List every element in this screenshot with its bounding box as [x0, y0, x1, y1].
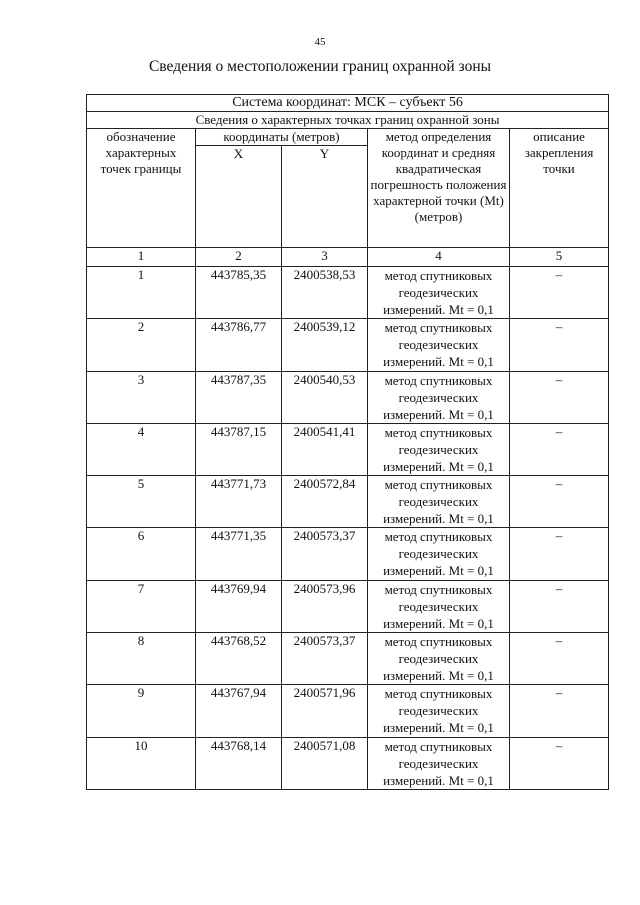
point-id: 5	[87, 476, 196, 528]
point-x: 443769,94	[196, 580, 282, 632]
point-description: –	[510, 423, 609, 475]
point-id: 6	[87, 528, 196, 580]
point-description: –	[510, 319, 609, 371]
coordinate-system-row	[87, 95, 609, 112]
point-method: метод спутниковых геодезических измерений. Mt = 0,1	[368, 423, 510, 475]
point-x: 443785,35	[196, 267, 282, 319]
point-y: 2400573,37	[282, 633, 368, 685]
header-point-designation: обозначение характерных точек границы	[87, 129, 196, 248]
page-number: 45	[314, 36, 326, 48]
document-title: Сведения о местоположении границ охранной зоны	[148, 58, 492, 75]
column-number: 1	[87, 248, 196, 267]
header-row	[87, 129, 609, 146]
point-method: метод спутниковых геодезических измерений. Mt = 0,1	[368, 580, 510, 632]
point-x: 443787,35	[196, 371, 282, 423]
point-y: 2400573,96	[282, 580, 368, 632]
point-method: метод спутниковых геодезических измерений. Mt = 0,1	[368, 633, 510, 685]
coordinate-system: Система координат: МСК – субъект 56	[87, 95, 609, 112]
table-row	[87, 737, 609, 789]
point-x: 443771,35	[196, 528, 282, 580]
point-x: 443768,52	[196, 633, 282, 685]
point-x: 443771,73	[196, 476, 282, 528]
table-row	[87, 685, 609, 737]
point-id: 4	[87, 423, 196, 475]
point-id: 10	[87, 737, 196, 789]
point-method: метод спутниковых геодезических измерений. Mt = 0,1	[368, 476, 510, 528]
point-y: 2400540,53	[282, 371, 368, 423]
column-number: 4	[368, 248, 510, 267]
header-x: X	[196, 146, 282, 248]
table-row	[87, 267, 609, 319]
point-x: 443787,15	[196, 423, 282, 475]
point-y: 2400538,53	[282, 267, 368, 319]
point-description: –	[510, 685, 609, 737]
table-row	[87, 528, 609, 580]
table-row	[87, 371, 609, 423]
table-row	[87, 476, 609, 528]
point-id: 7	[87, 580, 196, 632]
table-row	[87, 580, 609, 632]
point-x: 443767,94	[196, 685, 282, 737]
point-description: –	[510, 580, 609, 632]
point-method: метод спутниковых геодезических измерений. Mt = 0,1	[368, 371, 510, 423]
section-title-row	[87, 112, 609, 129]
point-y: 2400541,41	[282, 423, 368, 475]
point-id: 3	[87, 371, 196, 423]
point-description: –	[510, 737, 609, 789]
section-title: Сведения о характерных точках границ охранной зоны	[87, 112, 609, 129]
table-row	[87, 633, 609, 685]
point-method: метод спутниковых геодезических измерений. Mt = 0,1	[368, 737, 510, 789]
column-number: 3	[282, 248, 368, 267]
header-y: Y	[282, 146, 368, 248]
point-description: –	[510, 267, 609, 319]
point-id: 2	[87, 319, 196, 371]
point-y: 2400539,12	[282, 319, 368, 371]
point-description: –	[510, 528, 609, 580]
point-y: 2400571,08	[282, 737, 368, 789]
table-row	[87, 423, 609, 475]
point-id: 1	[87, 267, 196, 319]
table-row	[87, 319, 609, 371]
header-coordinates: координаты (метров)	[196, 129, 368, 146]
point-x: 443786,77	[196, 319, 282, 371]
point-y: 2400571,96	[282, 685, 368, 737]
column-number: 5	[510, 248, 609, 267]
point-y: 2400572,84	[282, 476, 368, 528]
point-method: метод спутниковых геодезических измерений. Mt = 0,1	[368, 319, 510, 371]
point-id: 9	[87, 685, 196, 737]
column-numbers-row	[87, 248, 609, 267]
point-y: 2400573,37	[282, 528, 368, 580]
point-description: –	[510, 371, 609, 423]
header-method: метод определения координат и средняя квадратическая погрешность положения характерной точки (Mt) (метров)	[368, 129, 510, 248]
coordinates-table	[86, 94, 609, 790]
point-method: метод спутниковых геодезических измерений. Mt = 0,1	[368, 685, 510, 737]
column-number: 2	[196, 248, 282, 267]
point-description: –	[510, 476, 609, 528]
point-description: –	[510, 633, 609, 685]
point-id: 8	[87, 633, 196, 685]
point-method: метод спутниковых геодезических измерений. Mt = 0,1	[368, 528, 510, 580]
point-x: 443768,14	[196, 737, 282, 789]
header-description: описание закрепления точки	[510, 129, 609, 248]
point-method: метод спутниковых геодезических измерений. Mt = 0,1	[368, 267, 510, 319]
